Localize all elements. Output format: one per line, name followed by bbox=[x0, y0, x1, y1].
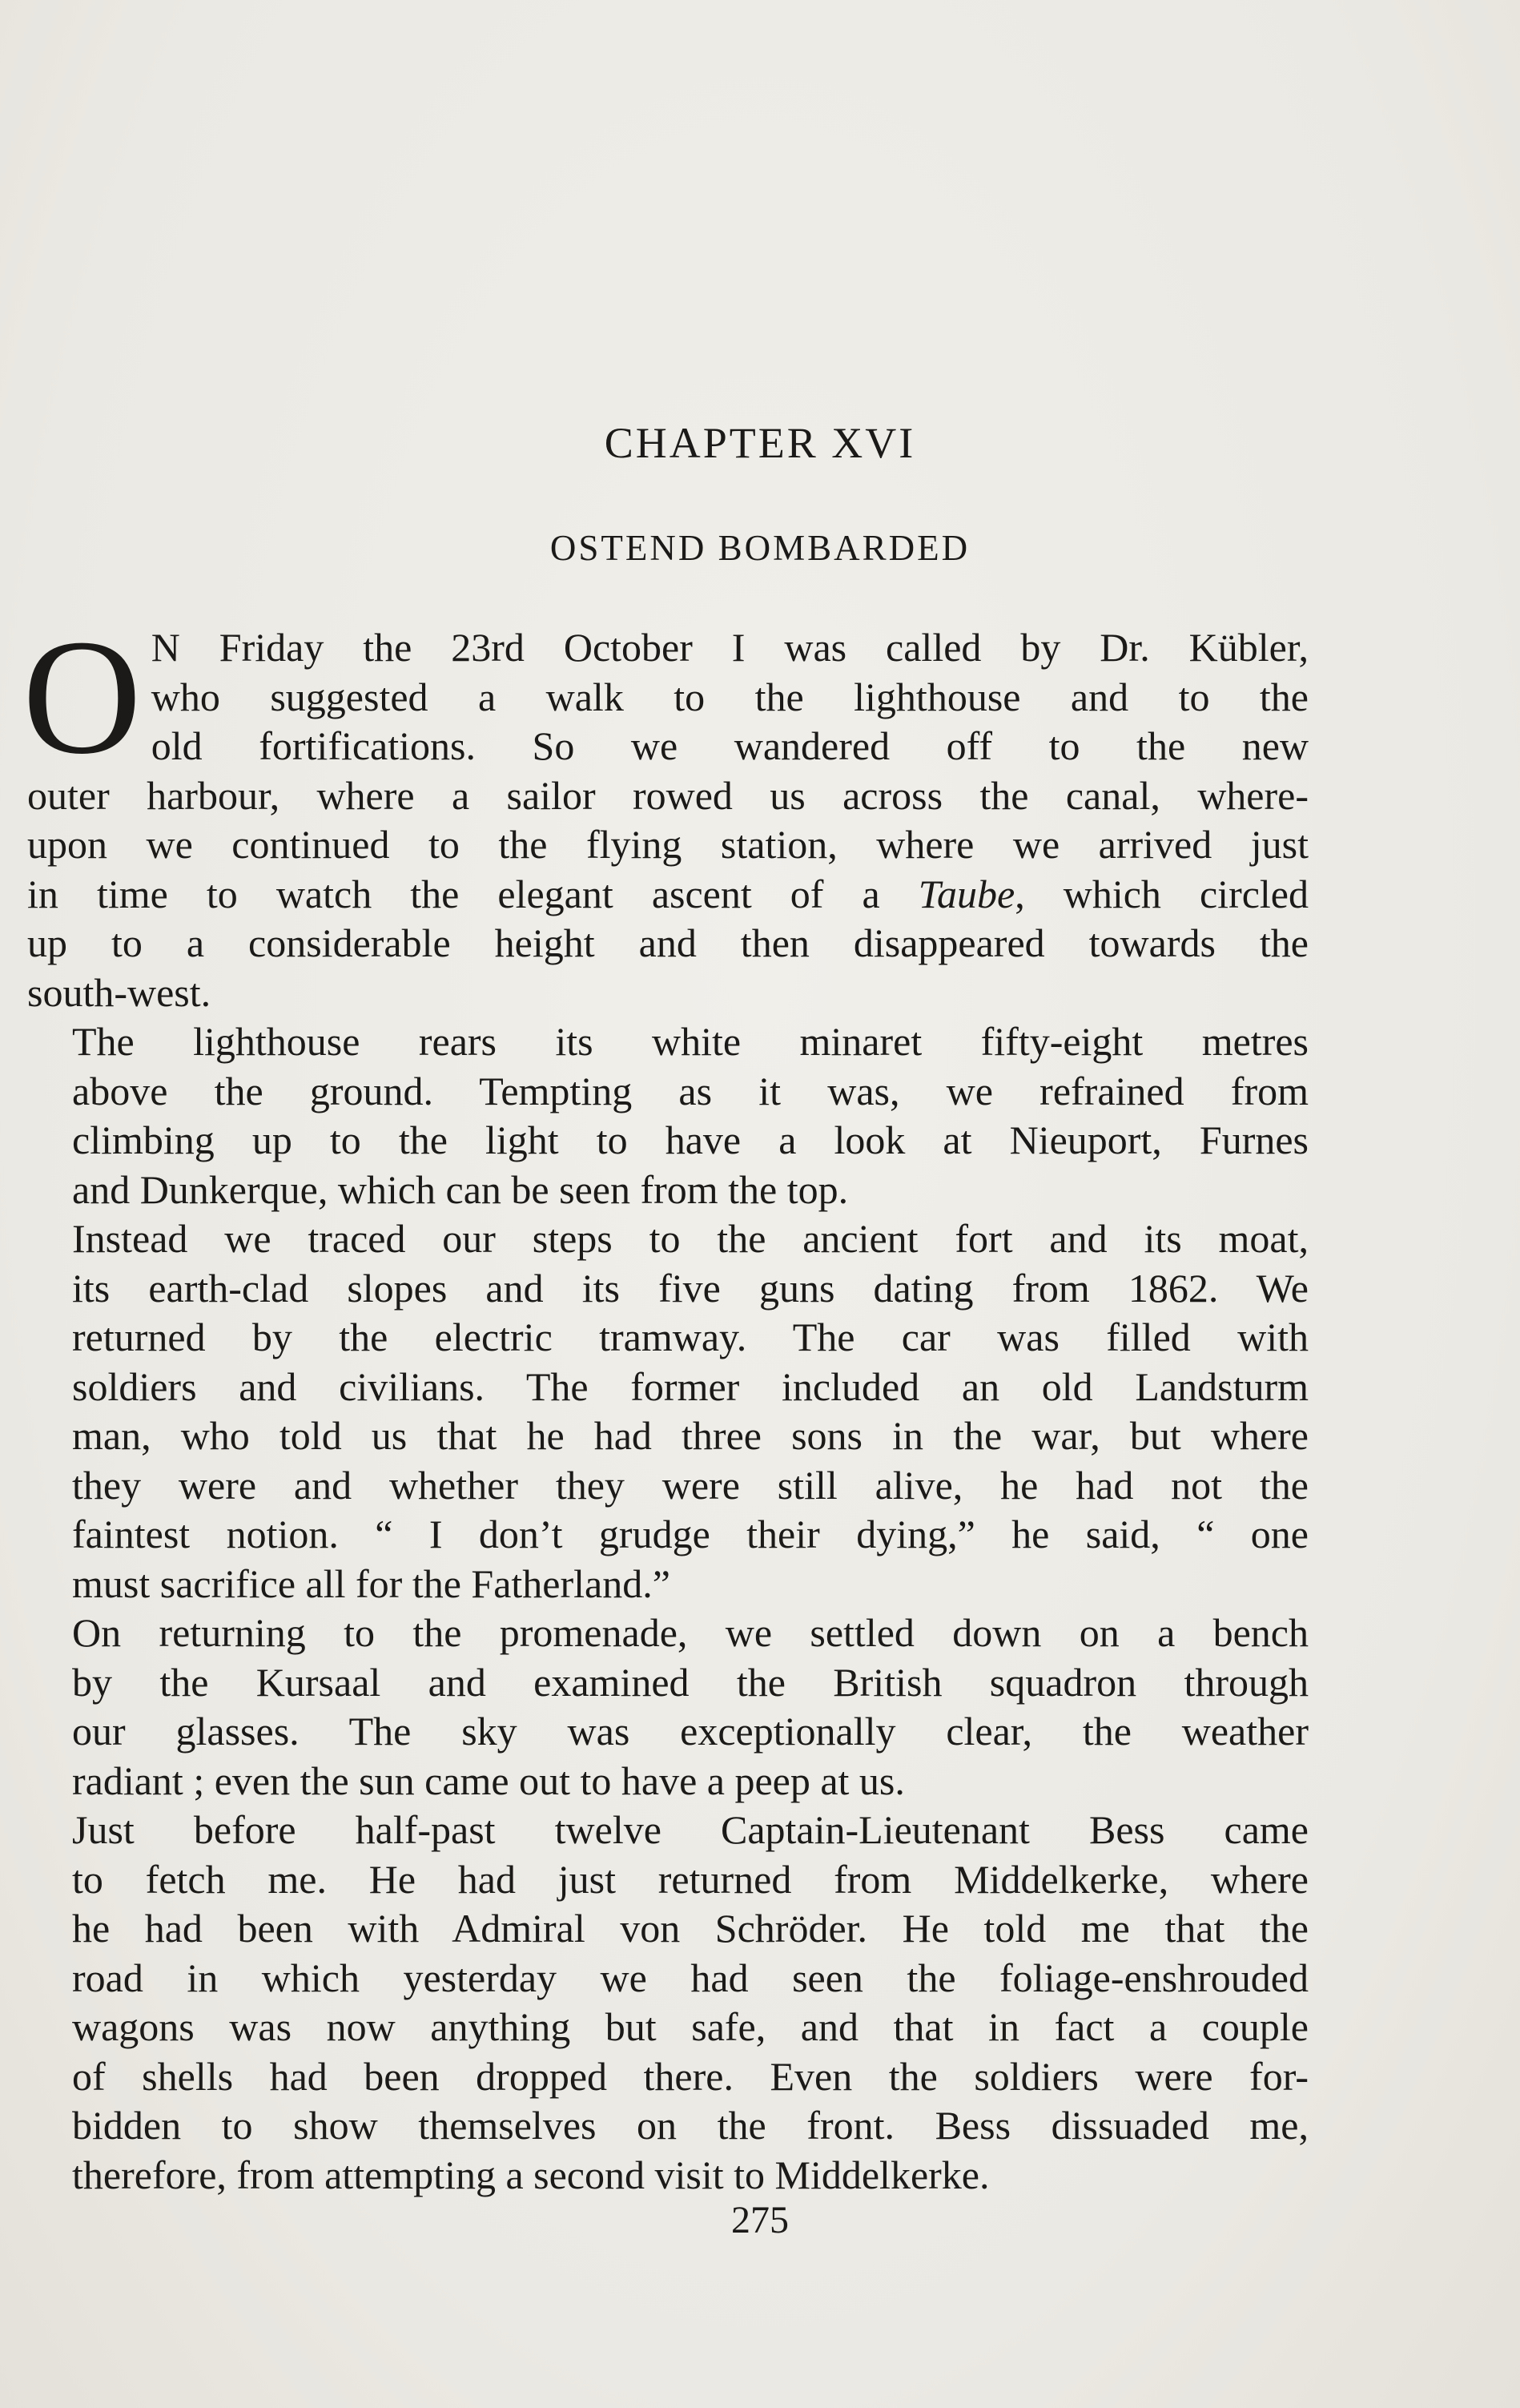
text-line: its earth-clad slopes and its five guns dating from 1862. We bbox=[72, 1265, 1309, 1311]
text-line: south-west. bbox=[27, 969, 211, 1015]
text-line: of shells had been dropped there. Even the soldiers were for- bbox=[72, 2053, 1309, 2099]
text-line: therefore, from attempting a second visit to Middelkerke. bbox=[72, 2152, 990, 2197]
paragraph-1 bbox=[22, 605, 1309, 1017]
text-line: climbing up to the light to have a look at Nieuport, Furnes bbox=[72, 1117, 1309, 1162]
text-line: above the ground. Tempting as it was, we refrained from bbox=[72, 1068, 1309, 1113]
text-line: returned by the electric tramway. The car was filled with bbox=[72, 1315, 1309, 1359]
text-line: who suggested a walk to the lighthouse and to the bbox=[151, 674, 1309, 719]
text-line: radiant ; even the sun came out to have a peep at us. bbox=[72, 1758, 905, 1803]
text-line: and Dunkerque, which can be seen from the top. bbox=[72, 1166, 849, 1212]
text-line: N Friday the 23rd October I was called by Dr. Kübler, bbox=[151, 625, 1309, 670]
text-line: old fortifications. So we wandered off to the new bbox=[151, 723, 1309, 768]
text-line: road in which yesterday we had seen the foliage-enshrouded bbox=[72, 1955, 1309, 2000]
text-line: wagons was now anything but safe, and that in fact a couple bbox=[72, 2004, 1309, 2049]
text-line: faintest notion. “ I don’t grudge their dying,” he said, “ one bbox=[72, 1512, 1309, 1556]
text-line: On returning to the promenade, we settled down on a bench bbox=[72, 1610, 1309, 1655]
page-number: 275 bbox=[731, 2199, 789, 2241]
chapter-heading: CHAPTER XVI bbox=[604, 419, 916, 467]
chapter-title: OSTEND BOMBARDED bbox=[549, 528, 971, 568]
text-line: The lighthouse rears its white minaret fifty-eight metres bbox=[72, 1019, 1309, 1064]
text-line: to fetch me. He had just returned from Middelkerke, where bbox=[72, 1856, 1309, 1902]
text-line: they were and whether they were still alive, he had not the bbox=[72, 1462, 1309, 1508]
paragraph-3 bbox=[27, 1214, 1309, 1609]
text-line: upon we continued to the flying station, where we arrived just bbox=[27, 822, 1309, 867]
text-line: Instead we traced our steps to the ancient fort and its moat, bbox=[72, 1216, 1309, 1261]
text-line: soldiers and civilians. The former included an old Landsturm bbox=[72, 1363, 1309, 1409]
text-line: by the Kursaal and examined the British squadron through bbox=[72, 1659, 1309, 1705]
drop-cap: O bbox=[22, 605, 142, 788]
body-text bbox=[22, 605, 1309, 2200]
text-line: Just before half-past twelve Captain-Lieutenant Bess came bbox=[72, 1807, 1309, 1852]
text-line: bidden to show themselves on the front. Bess dissuaded me, bbox=[72, 2103, 1309, 2148]
text-line: must sacrifice all for the Fatherland.” bbox=[72, 1560, 670, 1606]
text-line: our glasses. The sky was exceptionally clear, the weather bbox=[72, 1709, 1309, 1754]
paragraph-5 bbox=[27, 1806, 1309, 2200]
text-line: up to a considerable height and then disappeared towards the bbox=[27, 920, 1309, 965]
text-line: in time to watch the elegant ascent of a Taube, which circled bbox=[27, 871, 1309, 916]
paragraph-4 bbox=[27, 1609, 1309, 1806]
text-line: he had been with Admiral von Schröder. He told me that the bbox=[72, 1906, 1309, 1951]
text-line: outer harbour, where a sailor rowed us across the canal, where- bbox=[27, 772, 1309, 818]
paragraph-2 bbox=[27, 1017, 1309, 1214]
italic-word: Taube bbox=[918, 871, 1015, 916]
text-line: man, who told us that he had three sons in the war, but where bbox=[72, 1413, 1309, 1458]
